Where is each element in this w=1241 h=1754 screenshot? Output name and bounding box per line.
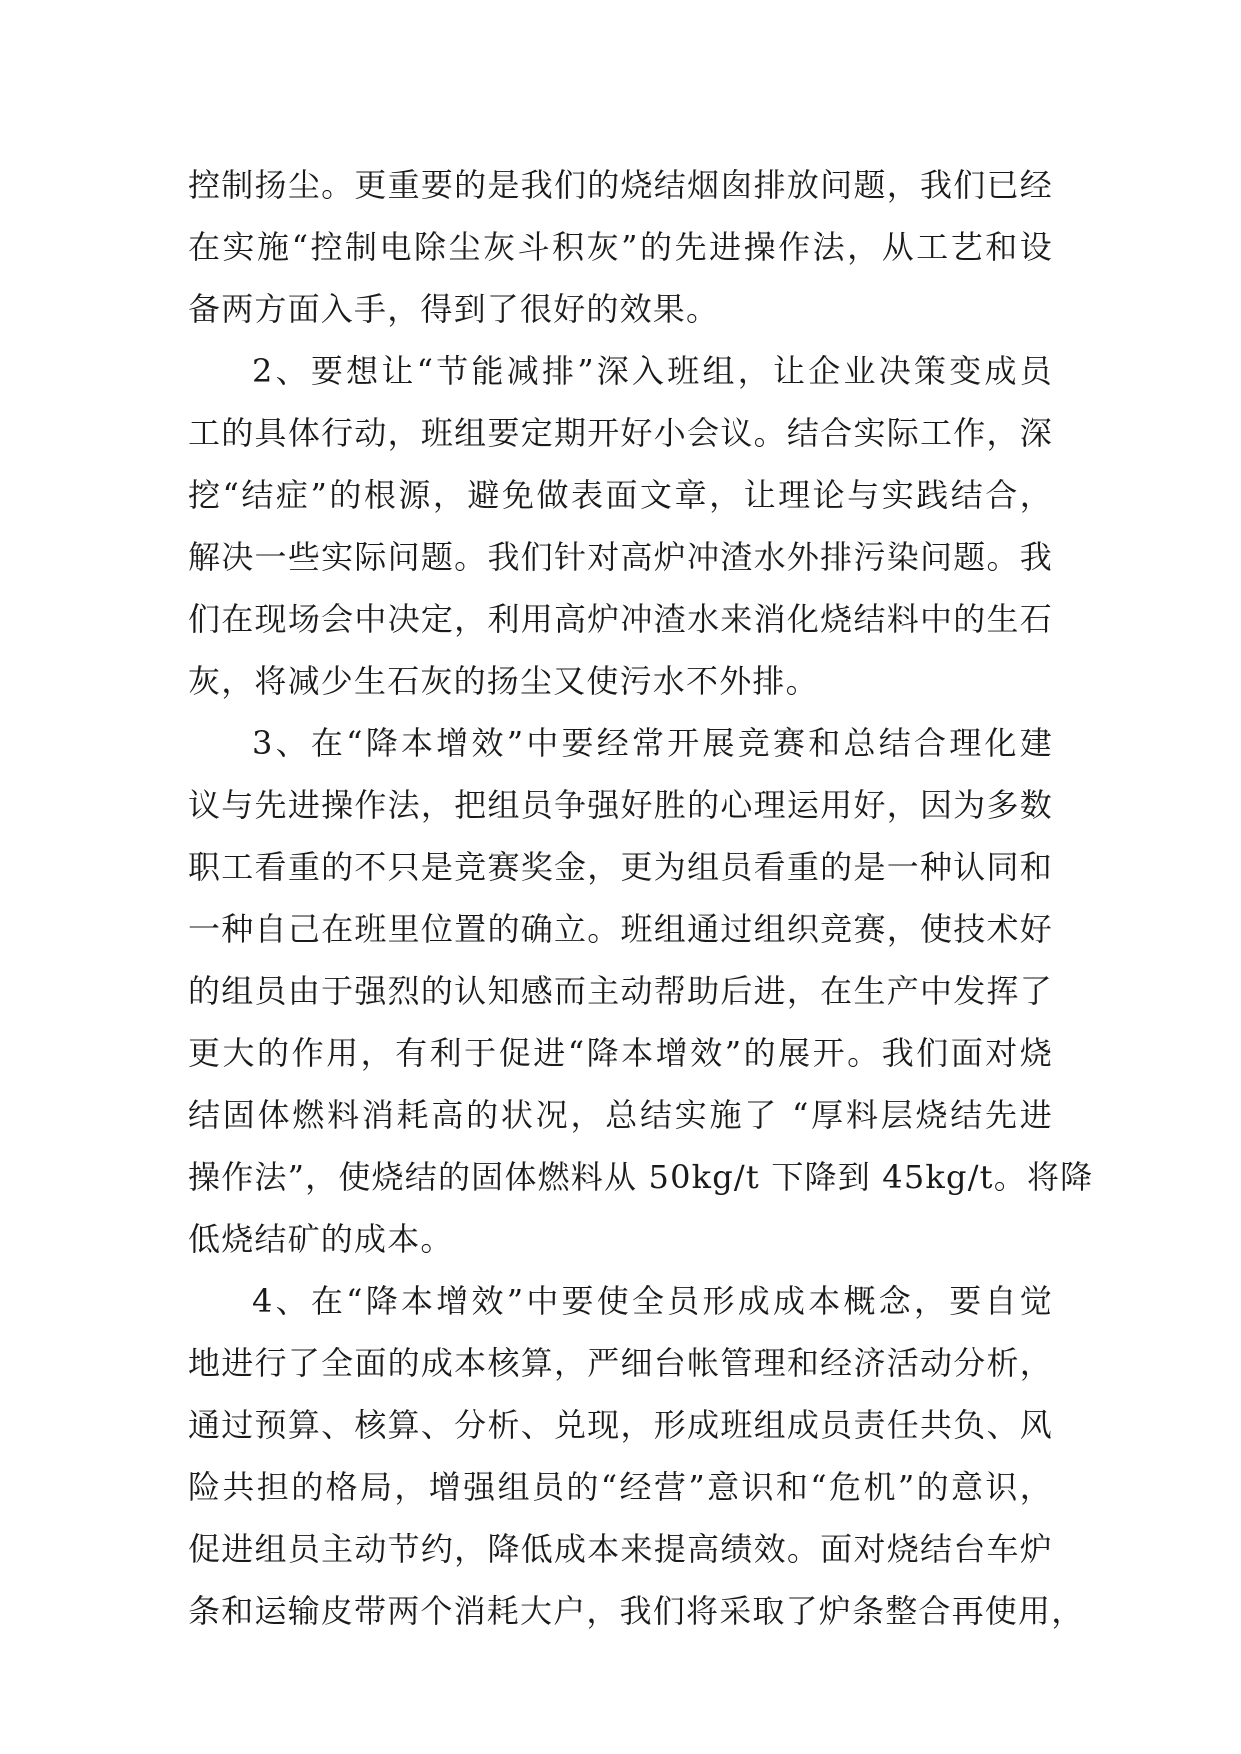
document-body [188,154,1094,1642]
text-line: 条和运输皮带两个消耗大户，我们将采取了炉条整合再使用， [188,1592,1085,1630]
text-line: 在实施“控制电除尘灰斗积灰”的先进操作法，从工艺和设 [188,228,1053,266]
text-line: 工的具体行动，班组要定期开好小会议。结合实际工作，深 [188,414,1053,452]
text-line: 3、在“降本增效”中要经常开展竞赛和总结合理化建 [252,724,1053,762]
paragraph-1 [188,154,1053,340]
text-line: 2、要想让“节能减排”深入班组，让企业决策变成员 [252,352,1053,390]
paragraph-3 [188,712,1094,1270]
text-line: 险共担的格局，增强组员的“经营”意识和“危机”的意识， [188,1468,1053,1506]
text-line: 挖“结症”的根源，避免做表面文章，让理论与实践结合， [188,476,1053,514]
text-line: 控制扬尘。更重要的是我们的烧结烟囱排放问题，我们已经 [188,166,1053,204]
text-line: 结固体燃料消耗高的状况，总结实施了 “厚料层烧结先进 [188,1096,1053,1134]
text-line: 解决一些实际问题。我们针对高炉冲渣水外排污染问题。我 [188,538,1053,576]
text-line: 的组员由于强烈的认知感而主动帮助后进，在生产中发挥了 [188,972,1053,1010]
paragraph-2 [188,340,1053,712]
text-line: 更大的作用，有利于促进“降本增效”的展开。我们面对烧 [188,1034,1053,1072]
text-line: 低烧结矿的成本。 [188,1220,454,1258]
text-line: 职工看重的不只是竞赛奖金，更为组员看重的是一种认同和 [188,848,1053,886]
text-line: 促进组员主动节约，降低成本来提高绩效。面对烧结台车炉 [188,1530,1053,1568]
text-line: 一种自己在班里位置的确立。班组通过组织竞赛，使技术好 [188,910,1053,948]
paragraph-4 [188,1270,1085,1642]
text-line: 议与先进操作法，把组员争强好胜的心理运用好，因为多数 [188,786,1053,824]
text-line: 地进行了全面的成本核算，严细台帐管理和经济活动分析， [188,1344,1053,1382]
text-line: 们在现场会中决定，利用高炉冲渣水来消化烧结料中的生石 [188,600,1053,638]
text-line: 4、在“降本增效”中要使全员形成成本概念，要自觉 [252,1282,1053,1320]
text-line: 操作法”，使烧结的固体燃料从 50kg/t 下降到 45kg/t。将降 [188,1158,1094,1196]
text-line: 灰，将减少生石灰的扬尘又使污水不外排。 [188,662,819,700]
text-line: 备两方面入手，得到了很好的效果。 [188,290,720,328]
text-line: 通过预算、核算、分析、兑现，形成班组成员责任共负、风 [188,1406,1053,1444]
